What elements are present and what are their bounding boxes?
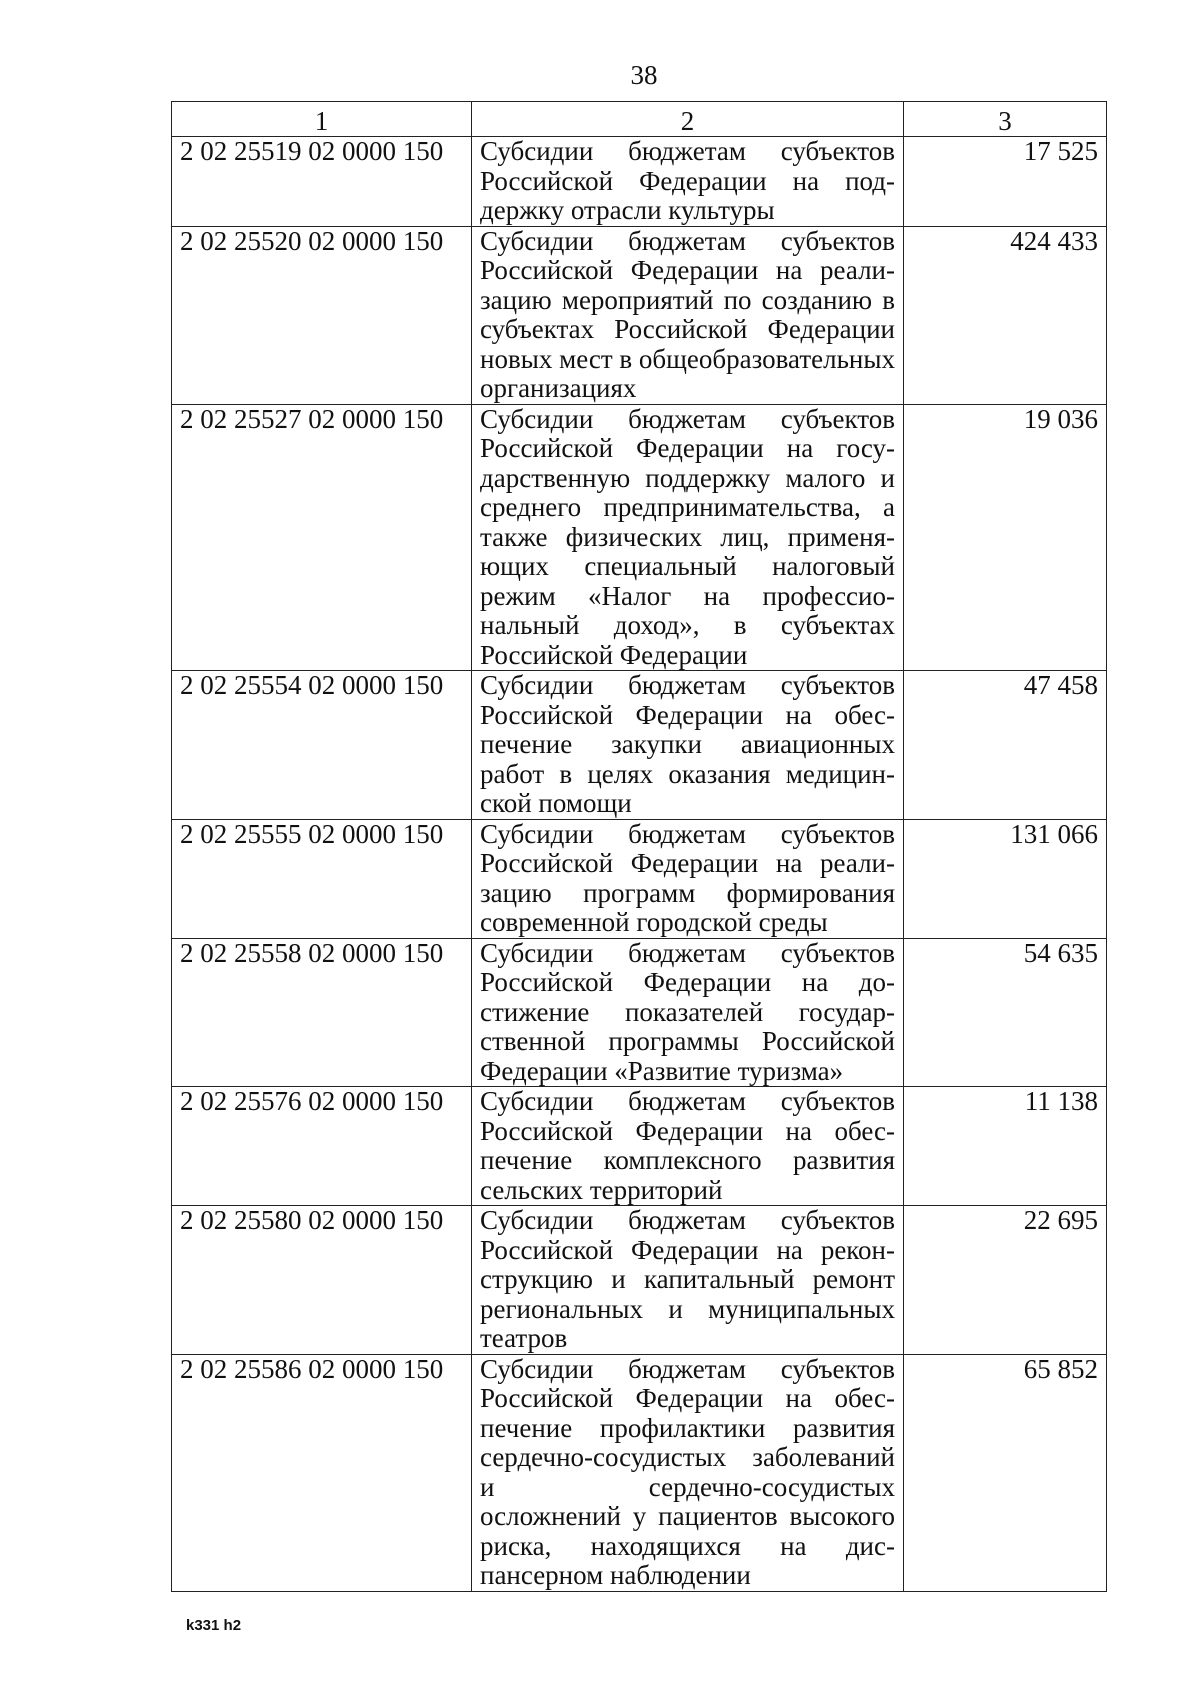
subsidy-amount: 54 635	[904, 938, 1107, 1087]
subsidy-amount: 65 852	[904, 1354, 1107, 1591]
classification-code: 2 02 25527 02 0000 150	[172, 404, 472, 671]
subsidy-description: Субсидии бюджетам субъектов Российской Федерации на реализацию мероприятий по созданию в субъектах Российской Федерации новых мест в общеобразовательных организациях	[472, 226, 904, 404]
classification-code: 2 02 25580 02 0000 150	[172, 1206, 472, 1355]
classification-code: 2 02 25554 02 0000 150	[172, 671, 472, 820]
table-row	[172, 819, 1107, 938]
classification-code: 2 02 25558 02 0000 150	[172, 938, 472, 1087]
table-row	[172, 1206, 1107, 1355]
subsidy-description: Субсидии бюджетам субъектов Российской Федерации на реконструкцию и капитальный ремонт региональных и муниципальных театров	[472, 1206, 904, 1355]
subsidy-amount: 47 458	[904, 671, 1107, 820]
subsidy-amount: 19 036	[904, 404, 1107, 671]
column-header-2: 2	[472, 102, 904, 137]
classification-code: 2 02 25576 02 0000 150	[172, 1087, 472, 1206]
classification-code: 2 02 25586 02 0000 150	[172, 1354, 472, 1591]
subsidy-description: Субсидии бюджетам субъектов Российской Федерации на государственную поддержку малого и среднего предпринимательства, а также физических лиц, применяющих специальный налоговый режим «Налог на профессиональный доход», в субъектах Российской Федерации	[472, 404, 904, 671]
subsidy-description: Субсидии бюджетам субъектов Российской Федерации на поддержку отрасли культуры	[472, 137, 904, 227]
subsidy-description: Субсидии бюджетам субъектов Российской Федерации на достижение показателей государственной программы Российской Федерации «Развитие туризма»	[472, 938, 904, 1087]
column-header-3: 3	[904, 102, 1107, 137]
classification-code: 2 02 25555 02 0000 150	[172, 819, 472, 938]
classification-code: 2 02 25520 02 0000 150	[172, 226, 472, 404]
subsidy-amount: 17 525	[904, 137, 1107, 227]
subsidy-amount: 11 138	[904, 1087, 1107, 1206]
table-row	[172, 938, 1107, 1087]
subsidy-description: Субсидии бюджетам субъектов Российской Федерации на обеспечение профилактики развития сердечно-сосудистых заболеваний и сердечно-сосудистых осложнений у пациентов высокого риска, находящихся на диспансерном наблюдении	[472, 1354, 904, 1591]
column-header-1: 1	[172, 102, 472, 137]
subsidy-description: Субсидии бюджетам субъектов Российской Федерации на реализацию программ формирования современной городской среды	[472, 819, 904, 938]
subsidy-amount: 131 066	[904, 819, 1107, 938]
page-number: 38	[630, 60, 658, 90]
subsidy-amount: 22 695	[904, 1206, 1107, 1355]
classification-code: 2 02 25519 02 0000 150	[172, 137, 472, 227]
table-row	[172, 404, 1107, 671]
table-row	[172, 671, 1107, 820]
table-header-row	[172, 102, 1107, 137]
subsidy-description: Субсидии бюджетам субъектов Российской Федерации на обеспечение комплексного развития сельских территорий	[472, 1087, 904, 1206]
table-row	[172, 1087, 1107, 1206]
subsidy-description: Субсидии бюджетам субъектов Российской Федерации на обеспечение закупки авиационных работ в целях оказания медицинской помощи	[472, 671, 904, 820]
table-row	[172, 137, 1107, 227]
table-row	[172, 1354, 1107, 1591]
document-footer-code: k331 h2	[186, 1617, 242, 1634]
table-row	[172, 226, 1107, 404]
budget-table	[171, 101, 1107, 1592]
subsidy-amount: 424 433	[904, 226, 1107, 404]
